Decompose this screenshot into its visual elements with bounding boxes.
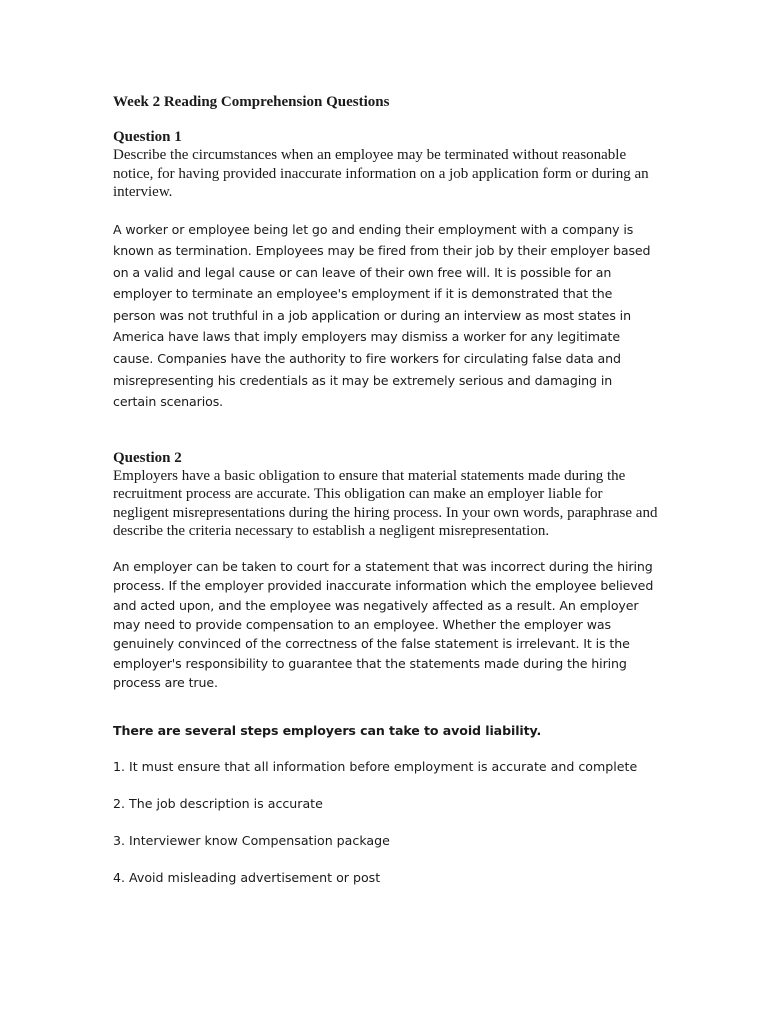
- list-item: 3. Interviewer know Compensation package: [113, 833, 390, 849]
- question-2-answer: An employer can be taken to court for a statement that was incorrect during the hiring process. If the employer provided inaccurate information which the employee believed and acted upon, and the employee was negatively affected as a result. An employer may need to provide compensation to an employee. Whether the employer was genuinely convinced of the correctness of the false statement is irrelevant. It is the employer's responsibility to guarantee that the statements made during the hiring process are true.: [113, 558, 654, 691]
- steps-intro: There are several steps employers can take to avoid liability.: [113, 722, 542, 738]
- list-item: 1. It must ensure that all information before employment is accurate and complete: [113, 759, 638, 775]
- list-item: 4. Avoid misleading advertisement or post: [113, 870, 381, 886]
- question-2-section: [113, 449, 658, 693]
- question-1-answer: A worker or employee being let go and ending their employment with a company is known as termination. Employees may be fired from their job by their employer based on a valid and legal cause or can leave of their own free will. It is possible for an employer to terminate an employee's employment if it is demonstrated that the person was not truthful in a job application or during an interview as most states in America have laws that imply employers may dismiss a worker for any legitimate cause. Companies have the authority to fire workers for circulating false data and misrepresenting his credentials as it may be extremely serious and damaging in certain scenarios.: [113, 221, 651, 410]
- question-2-prompt: Employers have a basic obligation to ensure that material statements made during the recruitment process are accurate. This obligation can make an employer liable for negligent misrepresentations during the hiring process. In your own words, paraphrase and describe the criteria necessary to establish a negligent misrepresentation.: [113, 467, 658, 540]
- document-page: [113, 93, 658, 904]
- question-1-section: [113, 128, 658, 413]
- question-1-heading: Question 1: [113, 129, 182, 145]
- question-2-heading: Question 2: [113, 449, 182, 466]
- question-1-prompt: Describe the circumstances when an employee may be terminated without reasonable notice, for having provided inaccurate information on a job application form or during an interview.: [113, 147, 649, 200]
- list-item: 2. The job description is accurate: [113, 796, 323, 812]
- document-title: Week 2 Reading Comprehension Questions: [113, 94, 390, 110]
- steps-list: [113, 756, 658, 888]
